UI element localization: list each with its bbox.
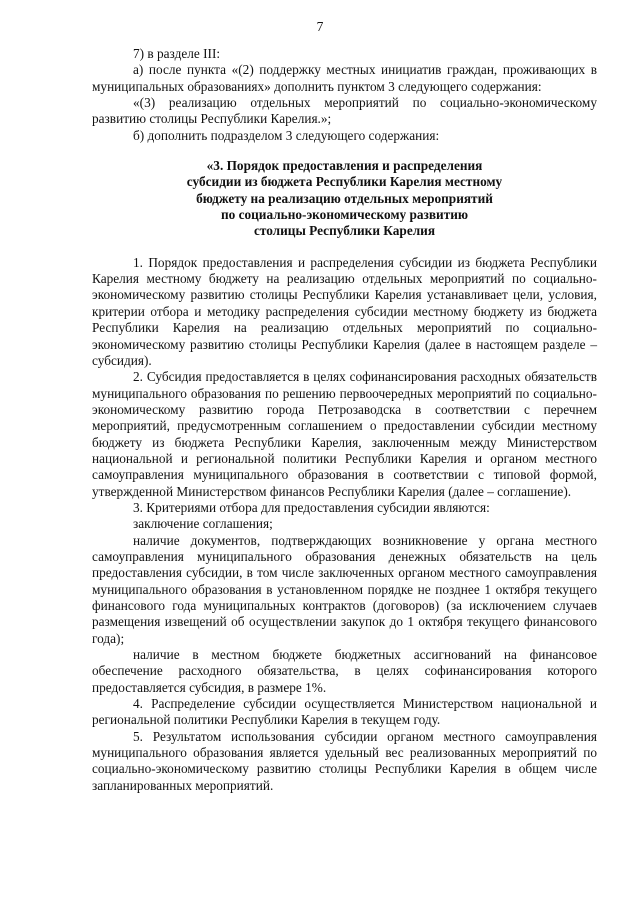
section-heading-line-4: по социально-экономическому развитию [220, 207, 469, 223]
intro-paragraph-3: «(3) реализацию отдельных мероприятий по социально-экономическому развитию столицы Республики Карелия.»; [92, 95, 597, 127]
intro-paragraph-2: а) после пункта «(2) поддержку местных инициатив граждан, проживающих в муниципальных образованиях» дополнить пунктом 3 следующего содержания: [92, 62, 597, 94]
section-heading-line-5: столицы Республики Карелия [253, 223, 436, 239]
document-body [92, 46, 597, 794]
intro-paragraph-4: б) дополнить подразделом 3 следующего содержания: [133, 127, 440, 143]
section-heading-line-1: «3. Порядок предоставления и распределения [206, 158, 483, 174]
paragraph-5: 5. Результатом использования субсидии органом местного самоуправления муниципального образования является удельный вес реализованных мероприятий по социально-экономическому развитию столицы Республики Карелия в общем числе запланированных мероприятий. [92, 728, 597, 793]
criterion-3: наличие в местном бюджете бюджетных ассигнований на финансовое обеспечение расходного обязательства, в целях софинансирования которого предоставляется субсидия, в размере 1%. [92, 647, 597, 695]
section-heading-line-3: бюджету на реализацию отдельных мероприятий [196, 190, 493, 206]
paragraph-4: 4. Распределение субсидии осуществляется Министерством национальной и региональной политики Республики Карелия в текущем году. [92, 696, 597, 728]
section-heading-line-2: субсидии из бюджета Республики Карелия местному [186, 174, 503, 190]
criterion-2: наличие документов, подтверждающих возникновение у органа местного самоуправления муниципального образования денежных обязательств на цель предоставления субсидии, в том числе заключенных органом местного самоуправления муниципального образования в установленном порядке не позднее 1 октября текущего финансового года муниципальных контрактов (договоров) (за исключением случаев размещения извещений об осуществлении закупок до 1 октября текущего финансового года); [92, 532, 597, 646]
paragraph-1: 1. Порядок предоставления и распределения субсидии из бюджета Республики Карелия местному бюджету на реализацию отдельных мероприятий по социально-экономическому развитию столицы Республики Карелия устанавливает цели, условия, критерии отбора и методику распределения субсидии местному бюджету из бюджета Республики Карелия на реализацию отдельных мероприятий по социально-экономическому развитию столицы Республики Карелия (далее в настоящем разделе – субсидия). [92, 254, 597, 368]
criterion-1: заключение соглашения; [133, 516, 273, 532]
intro-paragraph-1: 7) в разделе III: [133, 46, 221, 61]
section-heading [92, 158, 597, 240]
paragraph-2: 2. Субсидия предоставляется в целях софинансирования расходных обязательств муниципального образования по решению первоочередных мероприятий по социально-экономическому развитию города Петрозаводска в соответствии с перечнем мероприятий, предусмотренным соглашением о предоставлении субсидии местному бюджету из бюджета Республики Карелия, заключенным между Министерством национальной и региональной политики Республики Карелия и органом местного самоуправления муниципального образования в соответствии с типовой формой, утвержденной Министерством финансов Республики Карелия (далее – соглашение). [92, 369, 597, 499]
page-number: 7 [316, 19, 324, 34]
paragraph-3: 3. Критериями отбора для предоставления субсидии являются: [133, 499, 490, 515]
